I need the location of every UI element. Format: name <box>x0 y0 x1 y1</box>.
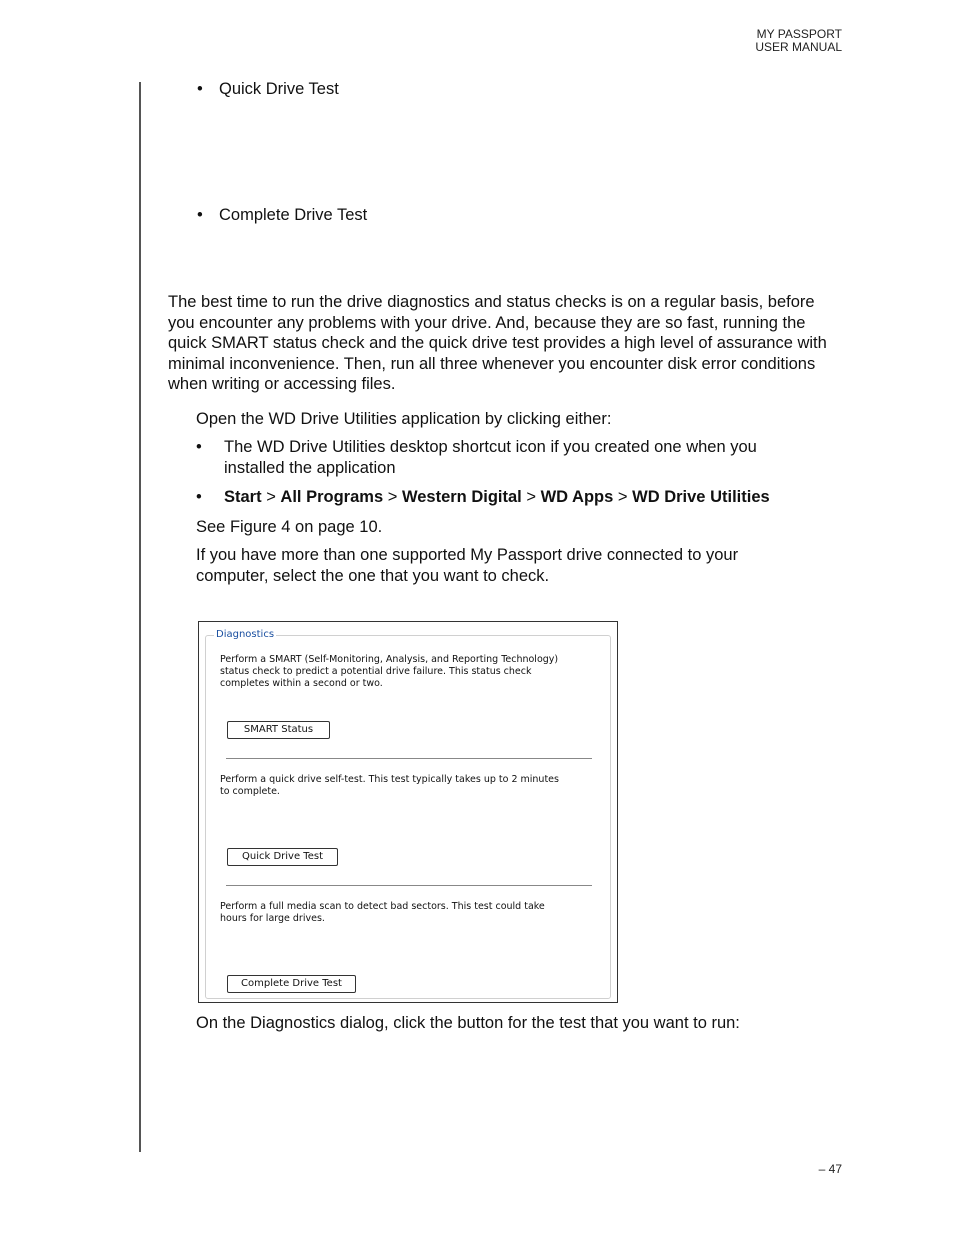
bullet-text: Quick Drive Test <box>219 80 339 98</box>
complete-drive-test-button[interactable]: Complete Drive Test <box>227 975 356 993</box>
quick-test-description: Perform a quick drive self-test. This test typically takes up to 2 minutes to complete. <box>220 774 559 797</box>
page-number: – 47 <box>818 1162 842 1176</box>
bullet-text: Complete Drive Test <box>219 206 368 224</box>
bullet-dot: • <box>197 206 203 224</box>
path-western-digital: Western Digital <box>401 488 522 506</box>
path-all-programs: All Programs <box>280 488 384 506</box>
complete-test-description: Perform a full media scan to detect bad sectors. This test could take hours for large drives. <box>220 901 545 924</box>
bullet-complete-drive-test <box>197 205 367 225</box>
bullet-dot: • <box>196 488 202 506</box>
quick-drive-test-button[interactable]: Quick Drive Test <box>227 848 338 866</box>
smart-description: Perform a SMART (Self-Monitoring, Analysis, and Reporting Technology) status check to predict a potential drive failure. This status check completes within a second or two. <box>220 654 559 689</box>
running-header <box>755 28 842 54</box>
open-bullet-menu-path <box>196 487 836 508</box>
path-start: Start <box>224 488 262 506</box>
open-bullet-shortcut <box>196 437 836 478</box>
best-time-paragraph: The best time to run the drive diagnostics and status checks is on a regular basis, before you encounter any problems with your drive. And, because they are so fast, running the quick SMART status check and the quick drive test provides a high level of assurance with minimal inconvenience. Then, run all three whenever you encounter disk error conditions when writing or accessing files. <box>168 293 827 393</box>
bullet-dot: • <box>196 438 202 456</box>
diagnostics-dialog-screenshot <box>198 621 618 1003</box>
open-instruction: Open the WD Drive Utilities application by clicking either: <box>196 410 612 428</box>
bullet-quick-drive-test <box>197 79 339 99</box>
change-bar <box>139 82 141 1152</box>
smart-status-button[interactable]: SMART Status <box>227 721 330 739</box>
after-dialog-instruction: On the Diagnostics dialog, click the button for the test that you want to run: <box>196 1014 740 1032</box>
path-wd-apps: WD Apps <box>540 488 614 506</box>
multiple-drives-text: If you have more than one supported My Passport drive connected to your computer, select the one that you want to check. <box>196 546 739 585</box>
see-figure-text: See Figure 4 on page 10. <box>196 518 383 536</box>
path-wd-drive-utilities: WD Drive Utilities <box>632 488 770 506</box>
path-separator: > <box>387 488 398 506</box>
bullet-text: The WD Drive Utilities desktop shortcut icon if you created one when you installed the application <box>224 438 757 477</box>
separator <box>226 885 592 886</box>
header-manual: USER MANUAL <box>755 40 842 54</box>
bullet-dot: • <box>197 80 203 98</box>
header-product: MY PASSPORT <box>756 27 842 41</box>
menu-path <box>224 487 804 508</box>
path-separator: > <box>617 488 628 506</box>
diagnostics-title: Diagnostics <box>216 629 275 640</box>
path-separator: > <box>526 488 536 506</box>
path-separator: > <box>266 488 276 506</box>
separator <box>226 758 592 759</box>
